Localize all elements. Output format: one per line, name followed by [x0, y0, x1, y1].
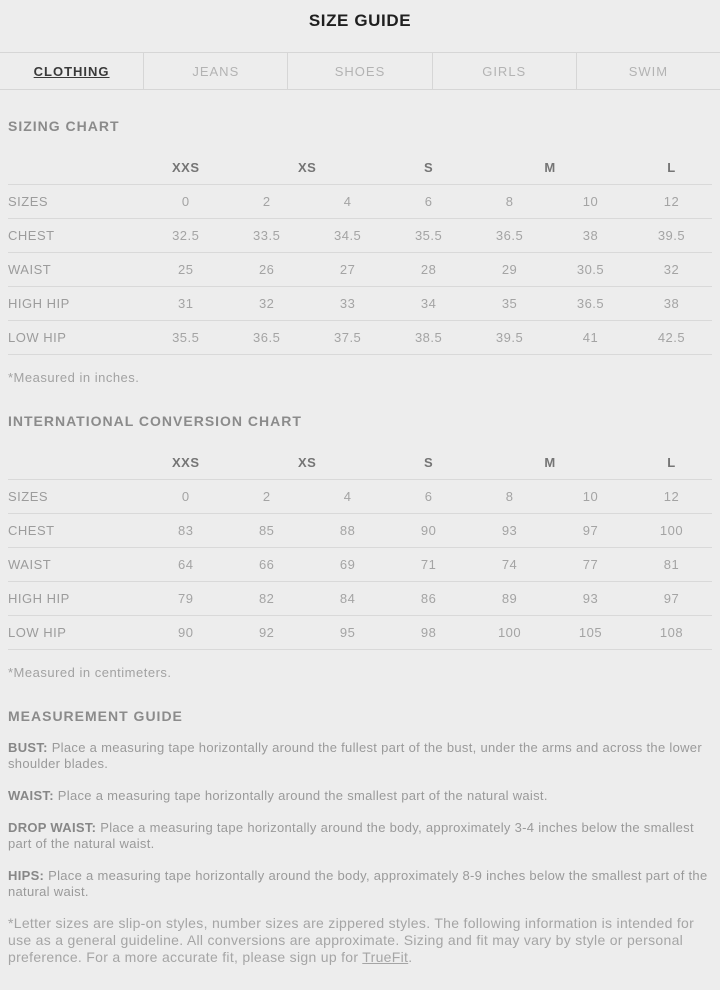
value-cell: 35	[469, 287, 550, 321]
row-label: CHEST	[8, 219, 145, 253]
value-cell: 2	[226, 480, 307, 514]
value-cell: 32	[631, 253, 712, 287]
value-cell: 74	[469, 548, 550, 582]
value-cell: 27	[307, 253, 388, 287]
measurement-term: HIPS:	[8, 868, 45, 883]
value-cell: 90	[145, 616, 226, 650]
value-cell: 108	[631, 616, 712, 650]
value-cell: 82	[226, 582, 307, 616]
row-label: WAIST	[8, 253, 145, 287]
size-header-xs: XS	[226, 150, 388, 185]
value-cell: 66	[226, 548, 307, 582]
size-header-s: S	[388, 150, 469, 185]
size-header-s: S	[388, 445, 469, 480]
value-cell: 0	[145, 185, 226, 219]
value-cell: 105	[550, 616, 631, 650]
international-chart-heading: INTERNATIONAL CONVERSION CHART	[8, 413, 302, 429]
value-cell: 30.5	[550, 253, 631, 287]
size-header-l: L	[631, 445, 712, 480]
row-label: SIZES	[8, 480, 145, 514]
disclaimer-text: *Letter sizes are slip-on styles, number sizes are zippered styles. The following information is intended for use as a general guideline. All conversions are approximate. Sizing and fit may vary by style or personal preference. For a more accurate fit, please sign up for	[8, 915, 695, 965]
value-cell: 90	[388, 514, 469, 548]
value-cell: 84	[307, 582, 388, 616]
value-cell: 93	[550, 582, 631, 616]
tab-jeans[interactable]: JEANS	[143, 53, 287, 89]
value-cell: 37.5	[307, 321, 388, 355]
value-cell: 41	[550, 321, 631, 355]
value-cell: 93	[469, 514, 550, 548]
value-cell: 69	[307, 548, 388, 582]
table-row-chest	[8, 514, 712, 548]
centimeters-note: *Measured in centimeters.	[8, 665, 172, 680]
table-row-waist	[8, 253, 712, 287]
size-header-row	[8, 445, 712, 480]
value-cell: 36.5	[469, 219, 550, 253]
size-header-l: L	[631, 150, 712, 185]
truefit-link[interactable]: TrueFit	[362, 949, 409, 965]
sizing-chart-heading: SIZING CHART	[8, 118, 120, 134]
size-header-xs: XS	[226, 445, 388, 480]
value-cell: 32.5	[145, 219, 226, 253]
value-cell: 12	[631, 185, 712, 219]
size-header-xxs: XXS	[145, 445, 226, 480]
value-cell: 31	[145, 287, 226, 321]
value-cell: 33	[307, 287, 388, 321]
empty-header-cell	[8, 150, 145, 185]
row-label: WAIST	[8, 548, 145, 582]
value-cell: 12	[631, 480, 712, 514]
value-cell: 81	[631, 548, 712, 582]
value-cell: 38.5	[388, 321, 469, 355]
tab-swim[interactable]: SWIM	[576, 53, 720, 89]
measurement-term: DROP WAIST:	[8, 820, 97, 835]
value-cell: 2	[226, 185, 307, 219]
row-label: HIGH HIP	[8, 287, 145, 321]
row-label: LOW HIP	[8, 616, 145, 650]
value-cell: 85	[226, 514, 307, 548]
value-cell: 34.5	[307, 219, 388, 253]
value-cell: 10	[550, 480, 631, 514]
disclaimer-period: .	[408, 949, 413, 965]
row-label: HIGH HIP	[8, 582, 145, 616]
value-cell: 39.5	[469, 321, 550, 355]
value-cell: 79	[145, 582, 226, 616]
value-cell: 97	[631, 582, 712, 616]
value-cell: 4	[307, 480, 388, 514]
value-cell: 25	[145, 253, 226, 287]
value-cell: 88	[307, 514, 388, 548]
value-cell: 39.5	[631, 219, 712, 253]
value-cell: 64	[145, 548, 226, 582]
table-row-sizes	[8, 185, 712, 219]
tab-clothing[interactable]: CLOTHING	[33, 64, 110, 79]
value-cell: 98	[388, 616, 469, 650]
measurement-item-hips	[8, 868, 712, 900]
value-cell: 26	[226, 253, 307, 287]
value-cell: 32	[226, 287, 307, 321]
value-cell: 0	[145, 480, 226, 514]
row-label: LOW HIP	[8, 321, 145, 355]
value-cell: 10	[550, 185, 631, 219]
value-cell: 33.5	[226, 219, 307, 253]
value-cell: 77	[550, 548, 631, 582]
value-cell: 6	[388, 185, 469, 219]
measurement-term: WAIST:	[8, 788, 54, 803]
table-row-low-hip	[8, 321, 712, 355]
value-cell: 6	[388, 480, 469, 514]
row-label: SIZES	[8, 185, 145, 219]
value-cell: 28	[388, 253, 469, 287]
measurement-guide-section	[8, 708, 712, 900]
value-cell: 36.5	[550, 287, 631, 321]
international-chart-section	[8, 413, 712, 680]
size-guide-content	[0, 118, 720, 990]
value-cell: 35.5	[145, 321, 226, 355]
value-cell: 34	[388, 287, 469, 321]
value-cell: 38	[631, 287, 712, 321]
measurement-item-bust	[8, 740, 712, 772]
measurement-text: Place a measuring tape horizontally around the smallest part of the natural waist.	[57, 788, 548, 803]
table-row-high-hip	[8, 287, 712, 321]
table-row-chest	[8, 219, 712, 253]
value-cell: 83	[145, 514, 226, 548]
measurement-guide-heading: MEASUREMENT GUIDE	[8, 708, 183, 724]
value-cell: 36.5	[226, 321, 307, 355]
tab-girls[interactable]: GIRLS	[432, 53, 576, 89]
sizing-chart-section	[8, 118, 712, 385]
measurement-item-drop-waist	[8, 820, 712, 852]
value-cell: 8	[469, 480, 550, 514]
page-title: SIZE GUIDE	[308, 11, 412, 30]
tab-shoes[interactable]: SHOES	[287, 53, 431, 89]
value-cell: 4	[307, 185, 388, 219]
value-cell: 8	[469, 185, 550, 219]
table-row-high-hip	[8, 582, 712, 616]
value-cell: 89	[469, 582, 550, 616]
measurement-term: BUST:	[8, 740, 48, 755]
size-header-m: M	[469, 445, 631, 480]
international-chart-table	[8, 445, 712, 650]
empty-header-cell	[8, 445, 145, 480]
measurement-item-waist	[8, 788, 712, 804]
value-cell: 71	[388, 548, 469, 582]
value-cell: 38	[550, 219, 631, 253]
measurement-text: Place a measuring tape horizontally around the body, approximately 3-4 inches below the smallest part of the natural waist.	[8, 820, 694, 851]
category-tabs	[0, 52, 720, 90]
value-cell: 95	[307, 616, 388, 650]
value-cell: 97	[550, 514, 631, 548]
size-header-row	[8, 150, 712, 185]
value-cell: 100	[631, 514, 712, 548]
value-cell: 100	[469, 616, 550, 650]
value-cell: 29	[469, 253, 550, 287]
sizing-disclaimer	[8, 915, 712, 966]
measurement-text: Place a measuring tape horizontally around the fullest part of the bust, under the arms and across the lower shoulder blades.	[8, 740, 702, 771]
sizing-chart-table	[8, 150, 712, 355]
size-header-xxs: XXS	[145, 150, 226, 185]
table-row-waist	[8, 548, 712, 582]
value-cell: 42.5	[631, 321, 712, 355]
value-cell: 35.5	[388, 219, 469, 253]
measurement-text: Place a measuring tape horizontally around the body, approximately 8-9 inches below the smallest part of the natural waist.	[8, 868, 708, 899]
value-cell: 92	[226, 616, 307, 650]
size-header-m: M	[469, 150, 631, 185]
inches-note: *Measured in inches.	[8, 370, 140, 385]
table-row-sizes	[8, 480, 712, 514]
table-row-low-hip	[8, 616, 712, 650]
value-cell: 86	[388, 582, 469, 616]
row-label: CHEST	[8, 514, 145, 548]
